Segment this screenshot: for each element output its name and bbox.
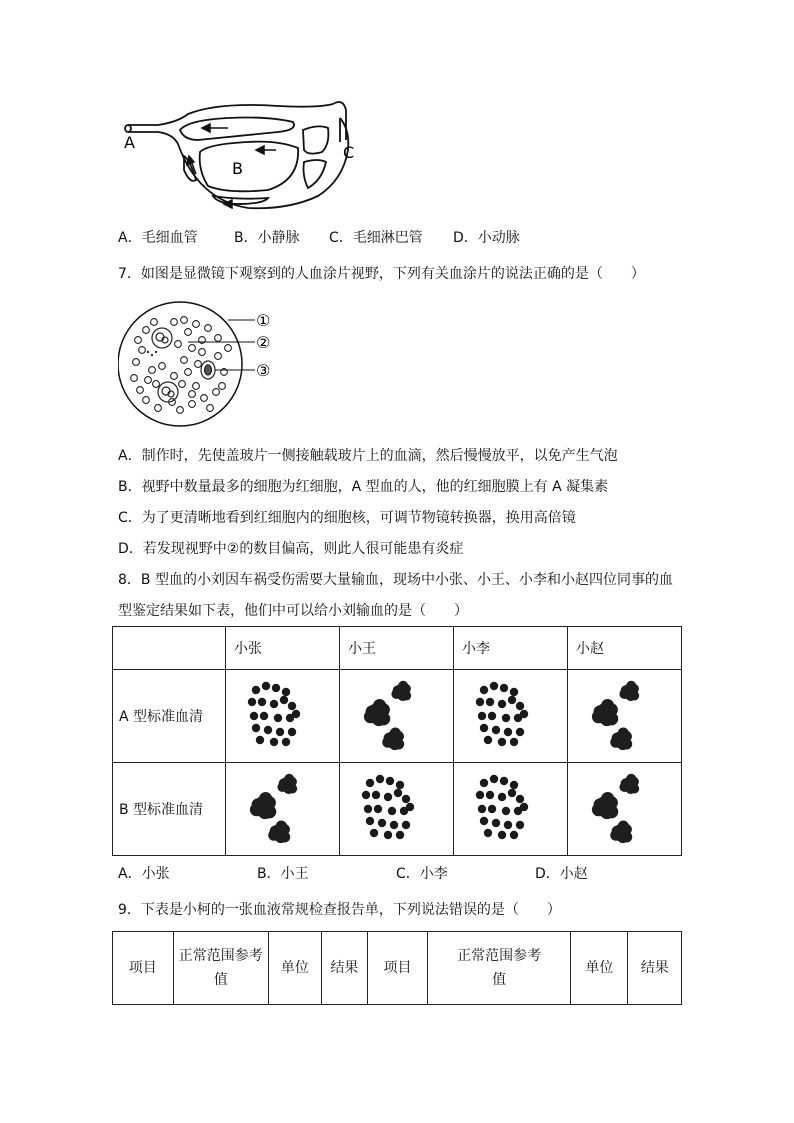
cell-dot — [270, 738, 278, 746]
table-header-row — [113, 932, 682, 1005]
cell-dot — [498, 738, 506, 746]
agglutination-result — [568, 763, 682, 856]
cell-dot — [366, 779, 374, 787]
red-blood-cell — [151, 319, 158, 326]
clump-blob — [279, 824, 290, 835]
cell-dot — [480, 686, 488, 694]
cell-dot — [260, 712, 268, 720]
cell-dot — [402, 821, 410, 829]
cell-dot — [500, 777, 508, 785]
red-blood-cell — [219, 383, 226, 390]
q7-option-b[interactable]: B．视野中数量最多的细胞为红细胞，A 型血的人，他的红细胞膜上有 A 凝集素 — [118, 479, 609, 495]
header-result: 结果 — [321, 932, 368, 1005]
cell-dot — [480, 817, 488, 825]
cell-dot — [510, 781, 518, 789]
marker-2: ② — [256, 333, 271, 352]
red-blood-cell — [171, 319, 178, 326]
header-cell: 小赵 — [568, 627, 682, 670]
cell-dot — [282, 688, 290, 696]
cell-dot — [516, 702, 524, 710]
label-b: B — [232, 159, 243, 178]
agglutination-result — [454, 670, 568, 763]
cell-dot — [374, 805, 382, 813]
red-blood-cell — [205, 325, 212, 332]
red-blood-cell — [145, 377, 152, 384]
blood-type-table — [112, 626, 682, 856]
cell-dot — [396, 831, 404, 839]
dispersed-cells-icon — [226, 670, 339, 762]
q7-option-a[interactable]: A．制作时，先使盖玻片一侧接触载玻片上的血滴，然后慢慢放平，以免产生气泡 — [118, 448, 618, 464]
red-blood-cell — [193, 321, 200, 328]
cell-dot — [252, 724, 260, 732]
cell-dot — [366, 817, 374, 825]
clump-blob — [621, 731, 632, 742]
cell-dot — [386, 777, 394, 785]
cell-dot — [406, 803, 414, 811]
cell-dot — [276, 728, 284, 736]
cell-dot — [258, 698, 266, 706]
marker-1: ① — [256, 311, 271, 330]
red-blood-cell — [207, 405, 214, 412]
cell-dot — [248, 698, 256, 706]
clumped-cells-icon — [568, 763, 681, 855]
red-blood-cell — [185, 369, 192, 376]
cell-dot — [480, 724, 488, 732]
table-header-row — [113, 627, 682, 670]
cell-dot — [508, 789, 516, 797]
cell-dot — [504, 821, 512, 829]
cell-dot — [288, 702, 296, 710]
clump-blob — [287, 777, 297, 787]
cell-dot — [520, 710, 528, 718]
q8-options — [118, 864, 588, 884]
q8-option-c[interactable]: C．小李 — [396, 866, 448, 882]
header-range: 正常范围参考 值 — [427, 932, 571, 1005]
cell-dot — [476, 791, 484, 799]
cell-dot — [396, 781, 404, 789]
cell-dot — [502, 807, 510, 815]
header-cell — [113, 627, 226, 670]
row-label: A 型标准血清 — [113, 670, 226, 763]
red-blood-cell — [143, 327, 150, 334]
cell-dot — [498, 700, 506, 708]
header-item: 项目 — [368, 932, 428, 1005]
cell-dot — [270, 700, 278, 708]
cell-dot — [484, 829, 492, 837]
red-blood-cell — [177, 407, 184, 414]
cell-dot — [490, 682, 498, 690]
blood-report-table — [112, 931, 682, 1005]
red-blood-cell — [131, 375, 138, 382]
cell-dot — [262, 682, 270, 690]
cell-dot — [388, 807, 396, 815]
red-blood-cell — [181, 357, 188, 364]
q8-stem-line2: 型鉴定结果如下表，他们中可以给小刘输血的是（ ） — [118, 603, 468, 619]
blood-smear-diagram — [118, 300, 288, 432]
cell-dot — [486, 698, 494, 706]
cell-dot — [504, 728, 512, 736]
agglutination-result — [226, 670, 340, 763]
header-item: 项目 — [113, 932, 174, 1005]
agglutination-result — [340, 763, 454, 856]
q6-option-d[interactable]: D．小动脉 — [453, 230, 520, 246]
cell-dot — [256, 736, 264, 744]
cell-dot — [508, 696, 516, 704]
agglutination-result — [568, 670, 682, 763]
clump-blob — [629, 684, 639, 694]
red-blood-cell — [175, 341, 182, 348]
agglutination-result — [226, 763, 340, 856]
header-cell: 小张 — [226, 627, 340, 670]
cell-dot — [498, 831, 506, 839]
cell-dot — [376, 775, 384, 783]
cell-dot — [282, 738, 290, 746]
clump-blob — [621, 824, 632, 835]
cell-dot — [250, 712, 258, 720]
cell-dot — [478, 712, 486, 720]
cell-dot — [490, 775, 498, 783]
cell-dot — [372, 791, 380, 799]
cell-dot — [510, 738, 518, 746]
cell-dot — [384, 793, 392, 801]
red-blood-cell — [143, 397, 150, 404]
cell-dot — [478, 805, 486, 813]
red-blood-cell — [155, 405, 162, 412]
q8-stem-line1: 8．B 型血的小刘因车祸受伤需要大量输血，现场中小张、小王、小李和小赵四位同事的血 — [118, 572, 673, 588]
clumped-cells-icon — [226, 763, 339, 855]
red-blood-cell — [199, 349, 206, 356]
q7-option-d[interactable]: D．若发现视野中②的数目偏高，则此人很可能患有炎症 — [118, 541, 464, 557]
cell-dot — [476, 698, 484, 706]
cell-dot — [510, 688, 518, 696]
q8-option-b[interactable]: B．小王 — [257, 866, 309, 882]
q7-option-c[interactable]: C．为了更清晰地看到红细胞内的细胞核，可调节物镜转换器，换用高倍镜 — [118, 510, 576, 526]
agglutination-result — [340, 670, 454, 763]
cell-dot — [292, 710, 300, 718]
cell-dot — [274, 714, 282, 722]
cell-dot — [492, 819, 500, 827]
q6-option-b[interactable]: B．小静脉 — [234, 230, 300, 246]
q8-option-a[interactable]: A．小张 — [118, 866, 170, 882]
vessel-network-diagram — [118, 100, 368, 220]
q7-stem: 7．如图是显微镜下观察到的人血涂片视野，下列有关血涂片的说法正确的是（ ） — [118, 266, 645, 282]
cell-dot — [480, 779, 488, 787]
cell-dot — [378, 819, 386, 827]
cell-dot — [488, 805, 496, 813]
red-blood-cell — [149, 367, 156, 374]
clump-blob — [377, 703, 390, 716]
header-range: 正常范围参考 值 — [173, 932, 269, 1005]
cell-dot — [272, 684, 280, 692]
q6-options — [118, 228, 520, 248]
cell-dot — [364, 805, 372, 813]
cell-dot — [486, 791, 494, 799]
cell-dot — [510, 831, 518, 839]
clumped-cells-icon — [340, 670, 453, 762]
cell-dot — [488, 712, 496, 720]
clump-blob — [393, 731, 404, 742]
clump-blob — [401, 684, 411, 694]
table-row — [113, 670, 682, 763]
red-blood-cell — [189, 345, 196, 352]
clumped-cells-icon — [568, 670, 681, 762]
red-blood-cell — [139, 347, 146, 354]
cell-dot — [516, 795, 524, 803]
cell-dot — [264, 726, 272, 734]
q9-stem: 9．下表是小柯的一张血液常规检查报告单，下列说法错误的是（ ） — [118, 902, 561, 918]
red-blood-cell — [189, 401, 196, 408]
cell-dot — [516, 821, 524, 829]
cell-dot — [390, 821, 398, 829]
cell-dot — [484, 736, 492, 744]
cell-dot — [252, 686, 260, 694]
cell-dot — [520, 803, 528, 811]
agglutination-result — [454, 763, 568, 856]
cell-dot — [402, 795, 410, 803]
red-blood-cell — [137, 387, 144, 394]
cell-dot — [288, 728, 296, 736]
dispersed-cells-icon — [454, 763, 567, 855]
header-cell: 小李 — [454, 627, 568, 670]
header-unit: 单位 — [571, 932, 628, 1005]
red-blood-cell — [189, 391, 196, 398]
header-result: 结果 — [628, 932, 682, 1005]
header-cell: 小王 — [340, 627, 454, 670]
dispersed-cells-icon — [340, 763, 453, 855]
red-blood-cell — [185, 329, 192, 336]
cell-dot — [370, 829, 378, 837]
red-blood-cell — [193, 383, 200, 390]
marker-3: ③ — [256, 361, 271, 380]
red-blood-cell — [171, 373, 178, 380]
header-unit: 单位 — [269, 932, 322, 1005]
clump-blob — [605, 703, 618, 716]
label-a: A — [124, 133, 135, 152]
dispersed-cells-icon — [454, 670, 567, 762]
red-blood-cell — [215, 353, 222, 360]
cell-dot — [492, 726, 500, 734]
red-blood-cell — [133, 359, 140, 366]
cell-dot — [516, 728, 524, 736]
clump-blob — [629, 777, 639, 787]
red-blood-cell — [195, 361, 202, 368]
clump-blob — [605, 796, 618, 809]
q8-option-d[interactable]: D．小赵 — [535, 866, 588, 882]
red-blood-cell — [179, 381, 186, 388]
cell-dot — [394, 789, 402, 797]
cell-dot — [500, 684, 508, 692]
q6-option-a[interactable]: A．毛细血管 — [118, 230, 198, 246]
q6-option-c[interactable]: C．毛细淋巴管 — [329, 230, 423, 246]
label-c: C — [343, 143, 355, 162]
cell-dot — [498, 793, 506, 801]
red-blood-cell — [181, 317, 188, 324]
red-blood-cell — [159, 363, 166, 370]
red-blood-cell — [135, 337, 142, 344]
red-blood-cell — [153, 381, 160, 388]
red-blood-cell — [213, 389, 220, 396]
red-blood-cell — [225, 345, 232, 352]
table-row — [113, 763, 682, 856]
red-blood-cell — [215, 335, 222, 342]
cell-dot — [362, 791, 370, 799]
cell-dot — [384, 831, 392, 839]
cell-dot — [280, 696, 288, 704]
clump-blob — [263, 796, 276, 809]
red-blood-cell — [201, 395, 208, 402]
row-label: B 型标准血清 — [113, 763, 226, 856]
cell-dot — [502, 714, 510, 722]
